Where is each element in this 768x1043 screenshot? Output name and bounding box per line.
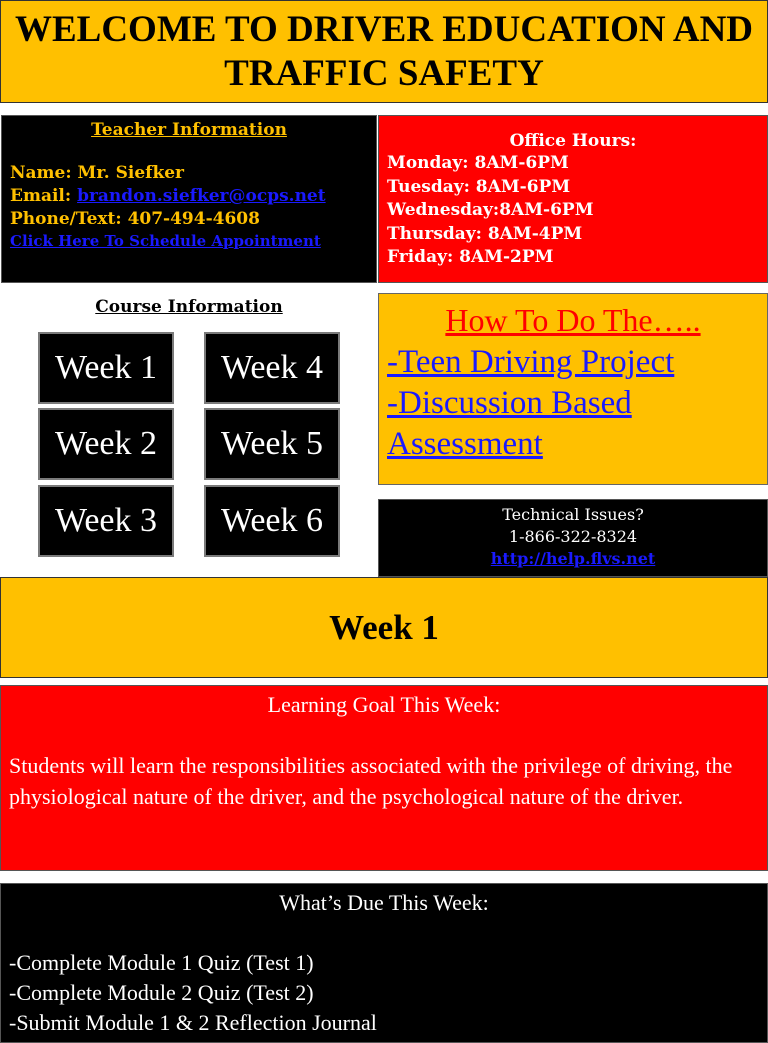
- office-hours-day: Monday: 8AM-6PM: [387, 153, 569, 173]
- week-4-button[interactable]: Week 4: [204, 332, 340, 404]
- office-hours-panel: [378, 115, 768, 283]
- week-1-button[interactable]: Week 1: [38, 332, 174, 404]
- week-section-title: Week 1: [329, 607, 439, 647]
- teen-driving-project-link[interactable]: -Teen Driving Project: [387, 344, 675, 380]
- due-this-week-panel: [0, 883, 768, 1043]
- how-to-heading: How To Do The…..: [445, 302, 701, 338]
- due-item: -Submit Module 1 & 2 Reflection Journal: [9, 1010, 377, 1035]
- learning-goal-heading: Learning Goal This Week:: [267, 692, 501, 717]
- learning-goal-panel: [0, 685, 768, 871]
- week-section-header: [0, 577, 768, 678]
- due-item: -Complete Module 1 Quiz (Test 1): [9, 950, 314, 975]
- teacher-phone: Phone/Text: 407-494-4608: [10, 209, 260, 229]
- due-heading: What’s Due This Week:: [279, 890, 489, 915]
- teacher-email-link[interactable]: brandon.siefker@ocps.net: [77, 186, 326, 206]
- how-to-panel: [378, 293, 768, 485]
- teacher-info-heading: Teacher Information: [91, 120, 287, 140]
- schedule-appointment-link[interactable]: Click Here To Schedule Appointment: [10, 232, 321, 250]
- week-3-button[interactable]: Week 3: [38, 485, 174, 557]
- technical-issues-heading: Technical Issues?: [502, 505, 644, 524]
- due-item: -Complete Module 2 Quiz (Test 2): [9, 980, 314, 1005]
- learning-goal-text: Students will learn the responsibilities associated with the privilege of driving, the physiological nature of the driver, and the psychological nature of the driver.: [9, 753, 733, 809]
- course-info-heading: Course Information: [95, 297, 283, 317]
- office-hours-day: Thursday: 8AM-4PM: [387, 223, 583, 244]
- office-hours-day: Wednesday:8AM-6PM: [387, 200, 594, 220]
- page-title: WELCOME TO DRIVER EDUCATION AND TRAFFIC SAFETY: [14, 8, 754, 94]
- teacher-name: Name: Mr. Siefker: [10, 163, 185, 183]
- help-site-link[interactable]: http://help.flvs.net: [490, 549, 656, 568]
- technical-issues-panel: [378, 499, 768, 577]
- support-phone: 1-866-322-8324: [508, 527, 638, 546]
- week-2-button[interactable]: Week 2: [38, 408, 174, 480]
- office-hours-heading: Office Hours:: [509, 131, 637, 151]
- discussion-based-assessment-link[interactable]: -Discussion Based Assessment: [387, 385, 632, 462]
- teacher-email-row: [10, 185, 368, 208]
- office-hours-day: Tuesday: 8AM-6PM: [387, 176, 571, 197]
- page-header: [0, 0, 768, 103]
- teacher-info-panel: [1, 115, 377, 283]
- week-6-button[interactable]: Week 6: [204, 485, 340, 557]
- teacher-email-label: Email:: [10, 186, 78, 206]
- office-hours-day: Friday: 8AM-2PM: [387, 247, 554, 267]
- week-5-button[interactable]: Week 5: [204, 408, 340, 480]
